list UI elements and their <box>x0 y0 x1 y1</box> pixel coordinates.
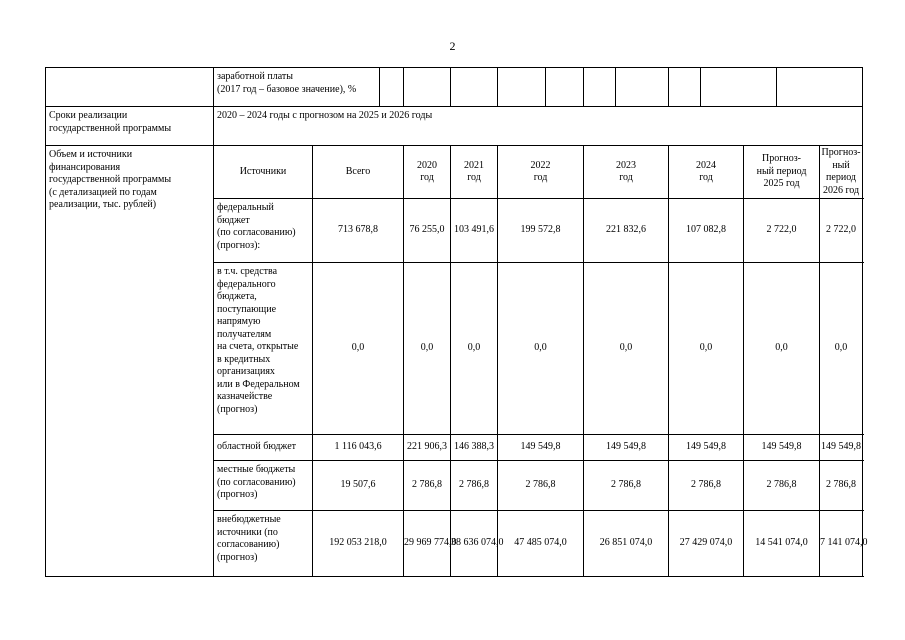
source-text: (прогноз) <box>217 551 258 563</box>
empty-cell <box>616 68 669 107</box>
source-text: местные бюджеты <box>217 464 296 475</box>
value-cell: 2 786,8 <box>584 461 669 511</box>
header-text: Прогноз- <box>762 153 802 165</box>
value-cell: 2 786,8 <box>451 461 498 511</box>
table-row <box>46 107 863 146</box>
value-cell: 2 786,8 <box>820 461 863 511</box>
source-cell <box>214 199 313 263</box>
source-text: (прогноз) <box>217 403 258 415</box>
source-text: в т.ч. средства <box>217 266 278 277</box>
value-cell: 0,0 <box>820 263 863 435</box>
value-cell: 149 549,8 <box>820 435 863 461</box>
header-text: год <box>533 172 548 183</box>
source-text: согласованию) <box>217 539 280 550</box>
indicator-text-line1: заработной платы <box>217 71 293 82</box>
value-cell: 47 485 074,0 <box>498 511 584 577</box>
header-text: Источники <box>239 165 287 177</box>
funding-label-line: (с детализацией по годам <box>49 186 157 198</box>
header-2022 <box>498 146 584 199</box>
header-text: год <box>467 172 481 183</box>
header-2021 <box>451 146 498 199</box>
terms-value: 2020 – 2024 годы с прогнозом на 2025 и 2026 годы <box>217 110 433 121</box>
source-cell <box>214 263 313 435</box>
source-text: в кредитных <box>217 353 271 365</box>
funding-label-line: финансирования <box>49 161 121 173</box>
indicator-text-cell <box>214 68 380 107</box>
value-cell: 103 491,6 <box>451 199 498 263</box>
source-text: федеральный <box>217 202 274 213</box>
value-cell: 0,0 <box>404 263 451 435</box>
header-2026-forecast <box>820 146 863 199</box>
header-2025-forecast <box>744 146 820 199</box>
source-text: федерального <box>217 278 276 290</box>
header-text: Всего <box>345 165 371 177</box>
value-cell: 149 549,8 <box>584 435 669 461</box>
header-text: ный период <box>756 165 807 177</box>
value-cell: 27 429 074,0 <box>669 511 744 577</box>
value-cell: 146 388,3 <box>451 435 498 461</box>
source-text: получателям <box>217 328 272 340</box>
funding-label-line: реализации, тыс. рублей) <box>49 199 157 210</box>
source-cell <box>214 461 313 511</box>
source-text: казначействе <box>217 391 273 402</box>
header-text: 2026 год <box>822 184 860 196</box>
source-text: (прогноз) <box>217 489 258 500</box>
empty-cell <box>669 68 701 107</box>
header-text: Прогноз- <box>821 147 861 158</box>
value-cell: 7 141 074,0 <box>820 511 863 577</box>
value-cell: 2 786,8 <box>744 461 820 511</box>
value-cell: 0,0 <box>584 263 669 435</box>
source-text: областной бюджет <box>217 441 297 453</box>
value-cell: 2 786,8 <box>498 461 584 511</box>
header-text: год <box>699 172 713 183</box>
empty-cell <box>498 68 546 107</box>
terms-value-cell <box>214 107 863 146</box>
value-cell: 29 969 774,0 <box>404 511 451 577</box>
source-text: (по согласованию) <box>217 476 296 488</box>
source-text: поступающие <box>217 303 277 315</box>
empty-cell <box>546 68 584 107</box>
terms-label-line1: Сроки реализации <box>49 110 128 121</box>
value-cell: 0,0 <box>744 263 820 435</box>
header-text: год <box>420 172 434 183</box>
value-cell: 221 832,6 <box>584 199 669 263</box>
value-cell: 1 116 043,6 <box>313 435 404 461</box>
terms-label-line2: государственной программы <box>49 122 172 134</box>
value-cell: 713 678,8 <box>313 199 404 263</box>
source-text: напрямую <box>217 316 261 327</box>
header-sources <box>214 146 313 199</box>
value-cell: 76 255,0 <box>404 199 451 263</box>
value-cell: 2 722,0 <box>820 199 863 263</box>
header-text: 2022 <box>530 159 551 171</box>
empty-cell <box>451 68 498 107</box>
header-2020 <box>404 146 451 199</box>
value-cell: 0,0 <box>498 263 584 435</box>
header-total <box>313 146 404 199</box>
header-2023 <box>584 146 669 199</box>
source-text: бюджета, <box>217 291 257 302</box>
page-number: 2 <box>449 39 456 53</box>
terms-label-cell <box>46 107 214 146</box>
header-text: 2021 <box>464 159 485 171</box>
source-text: организациях <box>217 366 275 377</box>
value-cell: 199 572,8 <box>498 199 584 263</box>
empty-label-cell <box>46 68 214 107</box>
funding-label-line: государственной программы <box>49 174 172 185</box>
empty-cell <box>584 68 616 107</box>
value-cell: 2 786,8 <box>404 461 451 511</box>
value-cell: 149 549,8 <box>669 435 744 461</box>
value-cell: 0,0 <box>313 263 404 435</box>
table-row <box>46 146 863 199</box>
header-text: 2020 <box>417 159 438 171</box>
value-cell: 19 507,6 <box>313 461 404 511</box>
value-cell: 0,0 <box>451 263 498 435</box>
source-text: на счета, открытые <box>217 341 299 352</box>
source-text: внебюджетные <box>217 514 281 525</box>
value-cell: 149 549,8 <box>498 435 584 461</box>
source-cell <box>214 435 313 461</box>
value-cell: 2 722,0 <box>744 199 820 263</box>
header-text: 2025 год <box>763 178 800 190</box>
value-cell: 192 053 218,0 <box>313 511 404 577</box>
value-cell: 2 786,8 <box>669 461 744 511</box>
source-cell <box>214 511 313 577</box>
value-cell: 107 082,8 <box>669 199 744 263</box>
header-text: ный период <box>826 159 856 183</box>
source-text: бюджет <box>217 214 250 226</box>
source-text: или в Федеральном <box>217 378 300 390</box>
source-text: (по согласованию) <box>217 227 296 238</box>
value-cell: 14 541 074,0 <box>744 511 820 577</box>
value-cell: 0,0 <box>669 263 744 435</box>
empty-cell <box>404 68 451 107</box>
indicator-text-line2: (2017 год – базовое значение), % <box>217 83 357 95</box>
empty-cell <box>701 68 777 107</box>
source-text: (прогноз): <box>217 239 261 251</box>
header-text: 2023 <box>616 159 637 171</box>
empty-cell <box>380 68 404 107</box>
empty-cell <box>777 68 863 107</box>
header-2024 <box>669 146 744 199</box>
value-cell: 221 906,3 <box>404 435 451 461</box>
program-passport-table <box>45 67 868 577</box>
header-text: 2024 <box>696 159 717 171</box>
table-row <box>46 68 863 107</box>
header-text: год <box>619 172 633 183</box>
value-cell: 38 636 074,0 <box>451 511 498 577</box>
value-cell: 26 851 074,0 <box>584 511 669 577</box>
funding-label-cell <box>46 146 214 577</box>
funding-label-line: Объем и источники <box>49 149 133 160</box>
source-text: источники (по <box>217 526 278 538</box>
value-cell: 149 549,8 <box>744 435 820 461</box>
